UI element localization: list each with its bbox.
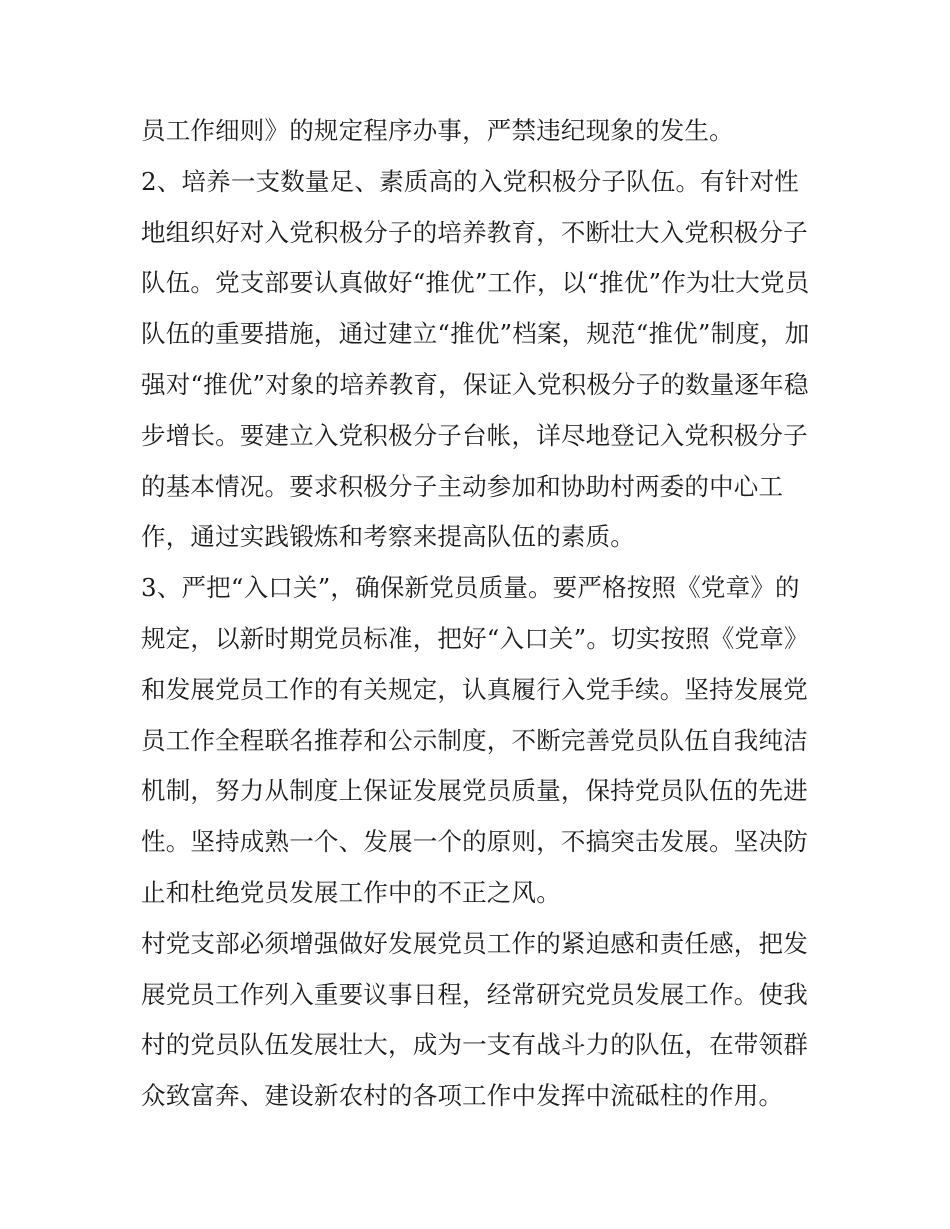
- text-line: 步增长。要建立入党积极分子台帐，详尽地登记入党积极分子: [141, 420, 808, 450]
- text-line: 规定，以新时期党员标准，把好“入口关”。切实按照《党章》: [141, 623, 809, 653]
- text-line: 3、严把“入口关”，确保新党员质量。要严格按照《党章》的: [141, 573, 800, 603]
- text-line: 众致富奔、建设新农村的各项工作中发挥中流砥柱的作用。: [141, 1081, 784, 1111]
- text-line: 作，通过实践锻炼和考察来提高队伍的素质。: [141, 522, 635, 552]
- text-line: 村的党员队伍发展壮大，成为一支有战斗力的队伍，在带领群: [141, 1030, 808, 1060]
- text-line: 止和杜绝党员发展工作中的不正之风。: [141, 877, 561, 907]
- text-line: 展党员工作列入重要议事日程，经常研究党员发展工作。使我: [141, 979, 808, 1009]
- text-line: 机制，努力从制度上保证发展党员质量，保持党员队伍的先进: [141, 776, 808, 806]
- text-line: 强对“推优”对象的培养教育，保证入党积极分子的数量逐年稳: [141, 369, 809, 399]
- text-line: 员工作细则》的规定程序办事，严禁违纪现象的发生。: [141, 116, 734, 145]
- text-line: 的基本情况。要求积极分子主动参加和协助村两委的中心工: [141, 471, 784, 501]
- text-line: 性。坚持成熟一个、发展一个的原则，不搞突击发展。坚决防: [141, 827, 808, 857]
- text-line: 和发展党员工作的有关规定，认真履行入党手续。坚持发展党: [141, 674, 808, 704]
- body-text: [141, 106, 821, 1122]
- text-line: 村党支部必须增强做好发展党员工作的紧迫感和责任感，把发: [141, 928, 808, 958]
- text-line: 2、培养一支数量足、素质高的入党积极分子队伍。有针对性: [141, 166, 799, 196]
- text-line: 员工作全程联名推荐和公示制度，不断完善党员队伍自我纯洁: [141, 725, 808, 755]
- text-line: 地组织好对入党积极分子的培养教育，不断壮大入党积极分子: [141, 217, 808, 247]
- text-line: 队伍。党支部要认真做好“推优”工作，以“推优”作为壮大党员: [141, 268, 810, 298]
- text-line: 队伍的重要措施，通过建立“推优”档案，规范“推优”制度，加: [141, 319, 810, 349]
